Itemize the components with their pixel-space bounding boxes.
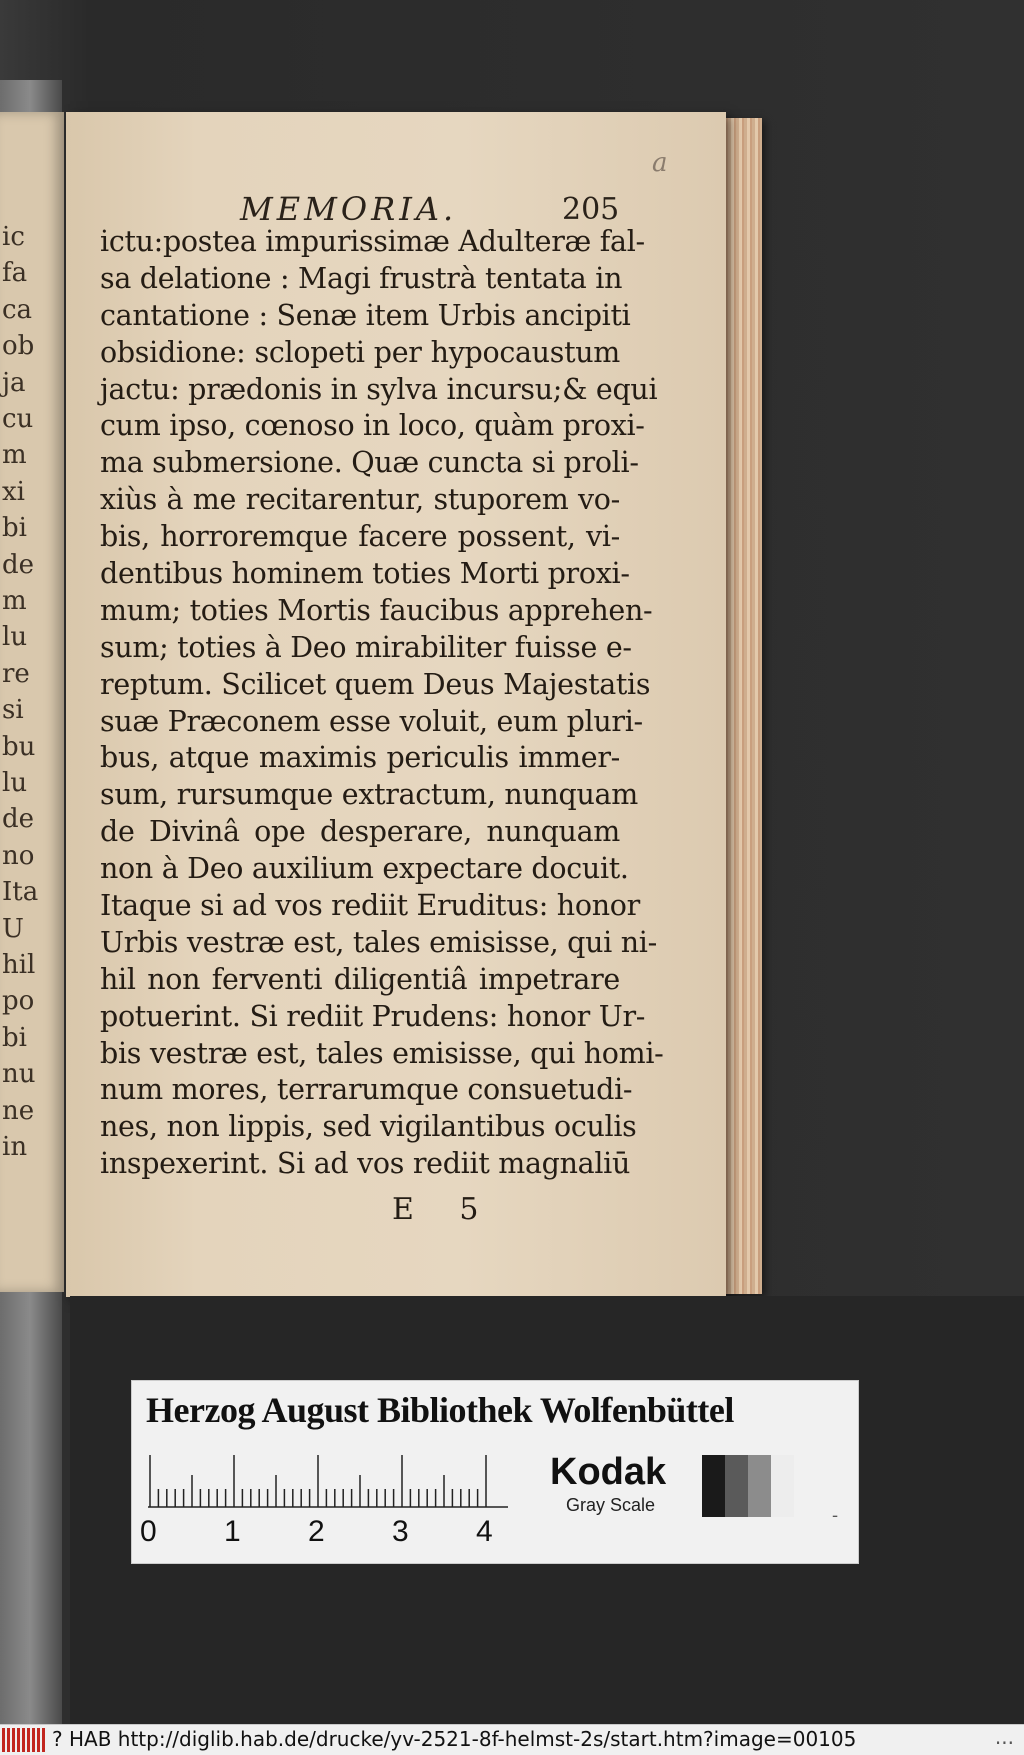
text-line: Itaque si ad vos rediit Eruditus: honor — [100, 889, 640, 923]
text-line: bus, atque maximis periculis immer- — [100, 741, 620, 775]
previous-page-text-fragment: in — [2, 1132, 28, 1162]
previous-page-text-fragment: fa — [2, 258, 28, 289]
gray-swatch — [748, 1455, 771, 1517]
ruler-label: 0 — [140, 1515, 157, 1548]
text-line: ma submersione. Quæ cuncta si proli- — [100, 446, 639, 480]
text-line: ictu:postea impurissimæ Adulteræ fal- — [100, 225, 645, 258]
text-line: de Divinâ ope desperare, nunquam — [100, 815, 620, 849]
browser-status-bar — [0, 1724, 1024, 1755]
text-line: dentibus hominem toties Morti proxi- — [100, 557, 630, 591]
hab-barcode-icon — [2, 1728, 46, 1752]
text-line: Urbis vestræ est, tales emisisse, qui ni- — [100, 925, 657, 959]
previous-page-fragment — [0, 112, 64, 1292]
previous-page-text-fragment: ne — [2, 1095, 35, 1126]
text-line: cum ipso, cœnoso in loco, quàm proxi- — [100, 409, 645, 443]
previous-page-text-fragment: ic — [2, 222, 25, 252]
previous-page-text-fragment: cu — [2, 404, 34, 434]
text-line: hil non ferventi diligentiâ impetrare — [100, 962, 620, 996]
text-line: potuerint. Si rediit Prudens: honor Ur- — [100, 999, 646, 1033]
ruler-scale — [148, 1453, 508, 1509]
previous-page-text-fragment: ca — [2, 294, 33, 325]
book-page-edges — [720, 118, 762, 1294]
text-line: obsidione: sclopeti per hypocaustum — [100, 335, 620, 369]
corner-annotation: a — [652, 148, 668, 178]
text-line: sa delatione : Magi frustrà tentata in — [100, 261, 623, 295]
text-line: nes, non lippis, sed vigilantibus oculis — [100, 1110, 637, 1144]
text-line: inspexerint. Si ad vos rediit magnaliū — [100, 1147, 631, 1181]
running-header: MEMORIA. — [240, 190, 458, 228]
ruler-label: 4 — [476, 1515, 493, 1548]
ruler-label: 2 — [308, 1515, 325, 1548]
text-line: jactu: prædonis in sylva incursu;& equi — [100, 372, 658, 406]
gray-swatch — [702, 1455, 725, 1517]
previous-page-text-fragment: bu — [2, 731, 36, 762]
library-name: Herzog August Bibliothek Wolfenbüttel — [146, 1390, 734, 1430]
kodak-logo-text: Kodak — [550, 1451, 667, 1493]
status-url: ? HAB http://diglib.hab.de/drucke/yv-2521-8f-helmst-2s/start.htm?image=00105 — [52, 1727, 857, 1751]
gray-scale-label: Gray Scale — [566, 1495, 656, 1515]
previous-page-text-fragment: ja — [2, 367, 26, 398]
text-line: num mores, terrarumque consuetudi- — [100, 1073, 633, 1107]
text-line: mum; toties Mortis faucibus apprehen- — [100, 593, 653, 627]
previous-page-text-fragment: re — [2, 658, 30, 689]
color-target-card — [131, 1380, 859, 1564]
gray-swatches — [702, 1455, 794, 1517]
page-number: 205 — [562, 192, 620, 227]
previous-page-text-fragment: lu — [2, 622, 28, 653]
previous-page-text-fragment: m — [2, 440, 27, 471]
previous-page-text-fragment: hil — [2, 950, 36, 980]
text-line: bis, horroremque facere possent, vi- — [100, 520, 620, 554]
gray-swatch — [725, 1455, 748, 1517]
previous-page-text-fragment: U — [2, 913, 24, 944]
previous-page-text-fragment: de — [2, 549, 35, 580]
signature-mark: E 5 — [392, 1192, 497, 1227]
ruler-label: 1 — [224, 1515, 241, 1548]
text-line: cantatione : Senæ item Urbis ancipiti — [100, 298, 631, 332]
more-icon[interactable]: ... — [994, 1725, 1014, 1749]
ruler-labels — [138, 1515, 518, 1555]
text-line: non à Deo auxilium expectare docuit. — [100, 852, 629, 886]
previous-page-text-fragment: Ita — [2, 877, 39, 908]
previous-page-text-fragment: de — [2, 804, 35, 835]
text-line: suæ Præconem esse voluit, eum pluri- — [100, 704, 643, 738]
target-mark: - — [832, 1505, 839, 1526]
previous-page-text-fragment: m — [2, 586, 27, 616]
previous-page-text-fragment: bi — [2, 1022, 27, 1053]
text-line: reptum. Scilicet quem Deus Majestatis — [100, 667, 651, 701]
previous-page-text-fragment: si — [2, 695, 24, 726]
previous-page-text-fragment: po — [2, 986, 35, 1017]
previous-page-text-fragment: no — [2, 840, 35, 871]
body-text — [100, 224, 664, 1183]
previous-page-text-fragment: bi — [2, 513, 27, 544]
text-line: sum, rursumque extractum, nunquam — [100, 778, 638, 812]
previous-page-text-fragment: xi — [2, 476, 25, 507]
previous-page-text-fragment: ob — [2, 331, 35, 362]
ruler-label: 3 — [392, 1515, 409, 1548]
text-line: xiùs à me recitarentur, stuporem vo- — [100, 483, 620, 517]
previous-page-text-fragment: lu — [2, 768, 28, 798]
gray-swatch — [771, 1455, 794, 1517]
text-line: sum; toties à Deo mirabiliter fuisse e- — [100, 630, 632, 664]
text-line: bis vestræ est, tales emisisse, qui homi- — [100, 1036, 664, 1070]
previous-page-text-fragment: nu — [2, 1059, 36, 1090]
